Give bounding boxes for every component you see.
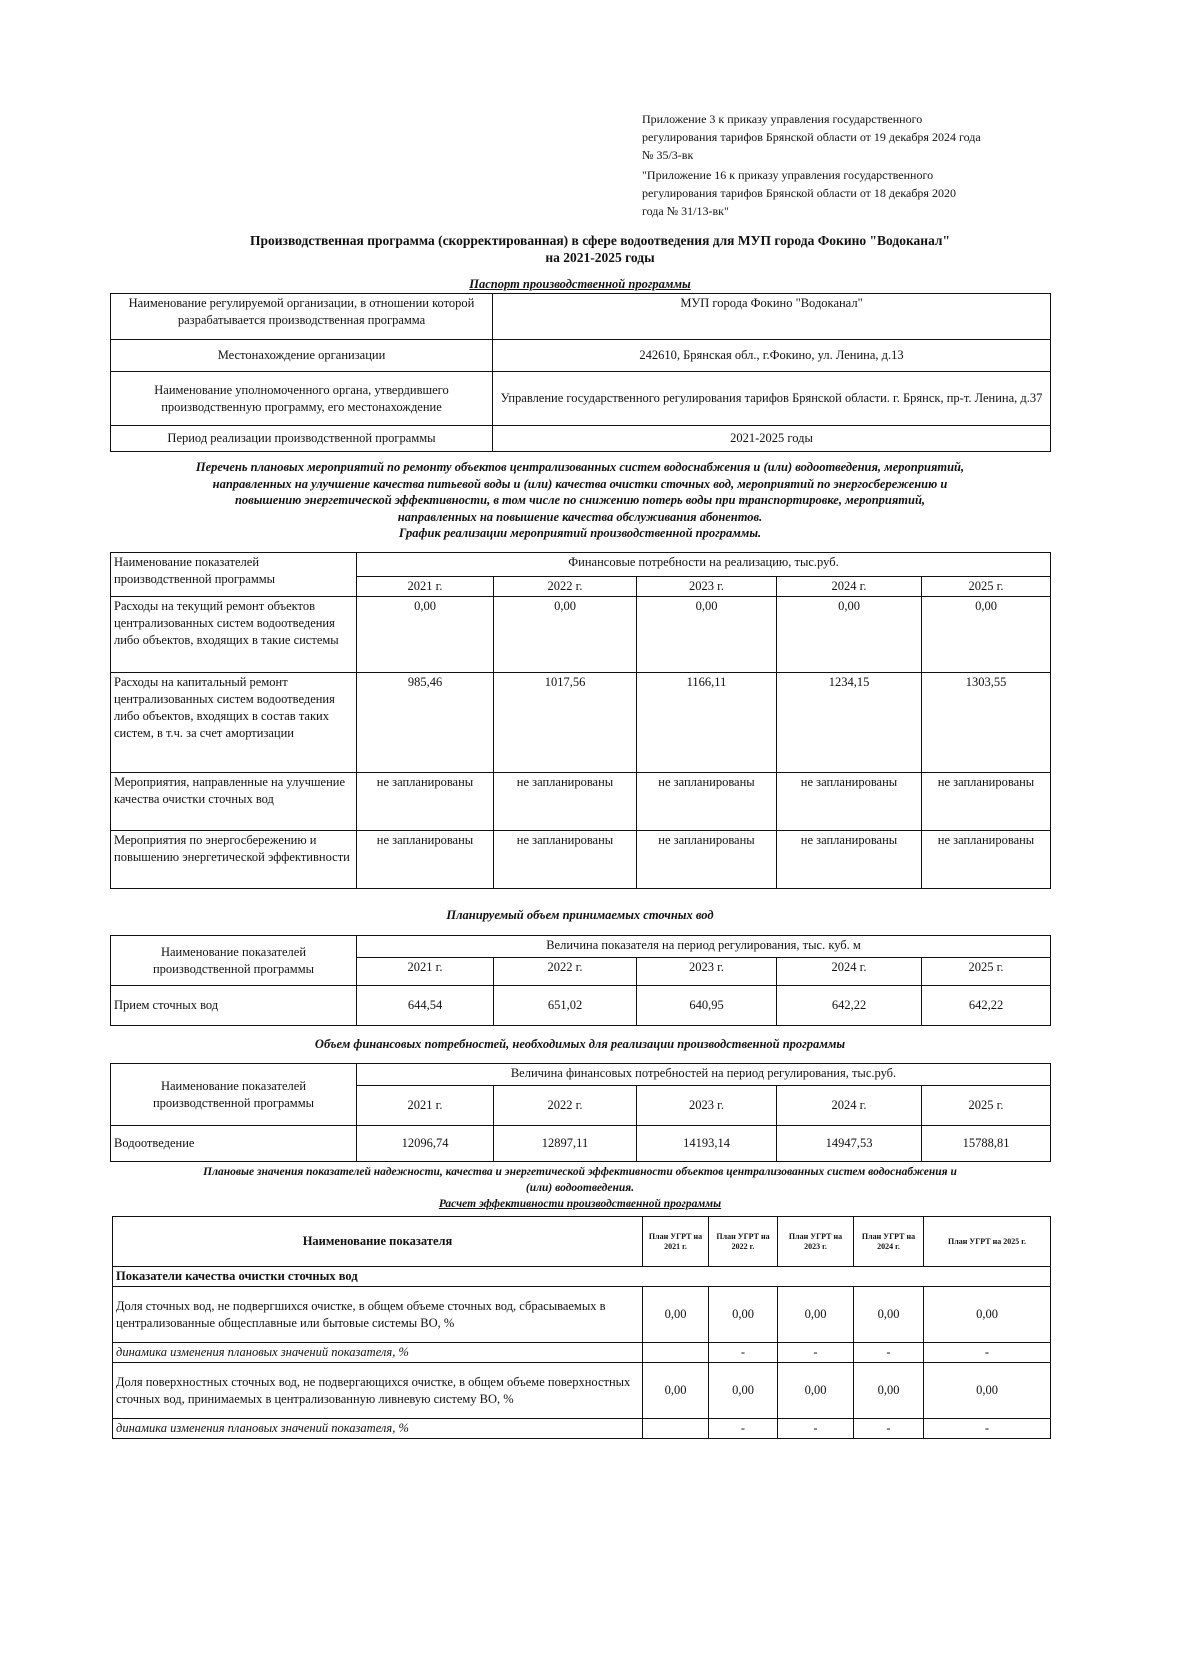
cell-value: 0,00	[643, 1363, 709, 1419]
passport-label: Период реализации производственной программы	[111, 426, 493, 452]
plan-header: План УГРТ на 2023 г.	[778, 1217, 854, 1267]
cell-value: -	[924, 1343, 1051, 1363]
table-row	[111, 1064, 1051, 1086]
cell-value: -	[924, 1419, 1051, 1439]
row-name: Расходы на капитальный ремонт централизованных систем водоотведения либо объектов, входящих в состав таких систем, в т.ч. за счет амортизации	[111, 673, 357, 773]
cell-value: 0,00	[854, 1287, 924, 1343]
cell-value	[643, 1419, 709, 1439]
year-header: 2024 г.	[777, 1086, 922, 1126]
cell-value: 0,00	[778, 1363, 854, 1419]
finance-table	[110, 1063, 1051, 1162]
plan-header: План УГРТ на 2021 г.	[643, 1217, 709, 1267]
cell-value: 14947,53	[777, 1126, 922, 1162]
cell-value: 0,00	[922, 597, 1051, 673]
cell-value: -	[778, 1343, 854, 1363]
measures-heading: Перечень плановых мероприятий по ремонту объектов централизованных систем водоснабжения и (или) водоотведения, мероприятий, направленных на улучшение качества питьевой воды и (или) качества очистки сточных вод, мероприятий по энергосбережению и повышению энергетической эффективности, в том числе по снижению потерь воды при транспортировке, мероприятий, направленных на повышение качества обслуживания абонентов. График реализации мероприятий производственной программы.	[195, 460, 965, 540]
row-name: Доля сточных вод, не подвергшихся очистке, в общем объеме сточных вод, сбрасываемых в централизованные общесплавные или бытовые системы ВО, %	[113, 1287, 643, 1343]
cell-value: 14193,14	[637, 1126, 777, 1162]
plan-header: План УГРТ на 2022 г.	[709, 1217, 778, 1267]
row-name: Доля поверхностных сточных вод, не подвергающихся очистке, в общем объеме поверхностных сточных вод, принимаемых в централизованную ливневую систему ВО, %	[113, 1363, 643, 1419]
row-name: Мероприятия по энергосбережению и повышению энергетической эффективности	[111, 831, 357, 889]
year-header: 2025 г.	[922, 958, 1051, 986]
cell-value: 642,22	[922, 986, 1051, 1026]
plan-header: План УГРТ на 2025 г.	[924, 1217, 1051, 1267]
cell-value: -	[854, 1343, 924, 1363]
table-row	[111, 773, 1051, 831]
cell-value: 0,00	[924, 1287, 1051, 1343]
plan-header: План УГРТ на 2024 г.	[854, 1217, 924, 1267]
row-name: динамика изменения плановых значений показателя, %	[113, 1343, 643, 1363]
year-header: 2025 г.	[922, 577, 1051, 597]
cell-value: не запланированы	[922, 773, 1051, 831]
cell-value: 0,00	[709, 1363, 778, 1419]
year-header: 2025 г.	[922, 1086, 1051, 1126]
table-row	[111, 673, 1051, 773]
cell-value: не запланированы	[357, 831, 494, 889]
passport-table	[110, 293, 1051, 452]
year-header: 2024 г.	[777, 577, 922, 597]
column-header: Наименование показателя	[113, 1217, 643, 1267]
table-row	[113, 1267, 1051, 1287]
passport-value: 2021-2025 годы	[493, 426, 1051, 452]
appendix-16-note: "Приложение 16 к приказу управления государственного регулирования тарифов Брянской области от 18 декабря 2020 года № 31/13-вк"	[642, 168, 956, 218]
table-row	[111, 372, 1051, 426]
page-title: Производственная программа (скорректированная) в сфере водоотведения для МУП города Фокино "Водоканал" на 2021-2025 годы	[249, 233, 951, 265]
table-row	[111, 294, 1051, 340]
passport-label: Наименование уполномоченного органа, утвердившего производственную программу, его местонахождение	[111, 372, 493, 426]
year-header: 2023 г.	[637, 577, 777, 597]
passport-label: Местонахождение организации	[111, 340, 493, 372]
cell-value: 0,00	[357, 597, 494, 673]
cell-value: не запланированы	[637, 773, 777, 831]
cell-value: 12897,11	[494, 1126, 637, 1162]
group-header: Финансовые потребности на реализацию, тыс.руб.	[357, 553, 1051, 577]
year-header: 2023 г.	[637, 1086, 777, 1126]
row-name: Расходы на текущий ремонт объектов централизованных систем водоотведения либо объектов, входящих в такие системы	[111, 597, 357, 673]
section-header: Показатели качества очистки сточных вод	[113, 1267, 1051, 1287]
cell-value: 0,00	[643, 1287, 709, 1343]
table-row	[111, 426, 1051, 452]
cell-value: не запланированы	[777, 831, 922, 889]
cell-value: -	[709, 1419, 778, 1439]
passport-value: Управление государственного регулирования тарифов Брянской области. г. Брянск, пр-т. Ленина, д.37	[493, 372, 1051, 426]
appendix-3-note: Приложение 3 к приказу управления государственного регулирования тарифов Брянской области от 19 декабря 2024 года № 35/3-вк	[642, 112, 981, 162]
cell-value: 0,00	[778, 1287, 854, 1343]
column-header: Наименование показателей производственной программы	[111, 1064, 357, 1126]
cell-value: 644,54	[357, 986, 494, 1026]
table-row	[113, 1363, 1051, 1419]
table-row	[113, 1343, 1051, 1363]
cell-value: 15788,81	[922, 1126, 1051, 1162]
cell-value: 985,46	[357, 673, 494, 773]
table-row	[111, 831, 1051, 889]
year-header: 2021 г.	[357, 958, 494, 986]
cell-value: не запланированы	[777, 773, 922, 831]
cell-value: 640,95	[637, 986, 777, 1026]
cell-value: 1017,56	[494, 673, 637, 773]
passport-value: 242610, Брянская обл., г.Фокино, ул. Ленина, д.13	[493, 340, 1051, 372]
table-row	[113, 1287, 1051, 1343]
row-name: Водоотведение	[111, 1126, 357, 1162]
cell-value	[643, 1343, 709, 1363]
passport-label: Наименование регулируемой организации, в отношении которой разрабатывается производственная программа	[111, 294, 493, 340]
cell-value: не запланированы	[494, 773, 637, 831]
table-row	[113, 1419, 1051, 1439]
passport-heading: Паспорт производственной программы	[469, 277, 691, 291]
cell-value: 1303,55	[922, 673, 1051, 773]
efficiency-heading: Плановые значения показателей надежности, качества и энергетической эффективности объектов централизованных систем водоснабжения и (или) водоотведения. Расчет эффективности производственной программы	[203, 1166, 957, 1210]
column-header: Наименование показателей производственной программы	[111, 936, 357, 986]
cell-value: -	[778, 1419, 854, 1439]
table-row	[111, 340, 1051, 372]
column-header: Наименование показателей производственной программы	[111, 553, 357, 597]
table-row	[111, 553, 1051, 577]
cell-value: не запланированы	[637, 831, 777, 889]
passport-value: МУП города Фокино "Водоканал"	[493, 294, 1051, 340]
cell-value: 0,00	[494, 597, 637, 673]
cell-value: -	[854, 1419, 924, 1439]
group-header: Величина финансовых потребностей на период регулирования, тыс.руб.	[357, 1064, 1051, 1086]
row-name: Прием сточных вод	[111, 986, 357, 1026]
measures-table	[110, 552, 1051, 889]
cell-value: 0,00	[854, 1363, 924, 1419]
table-row	[111, 986, 1051, 1026]
finance-heading: Объем финансовых потребностей, необходимых для реализации производственной программы	[314, 1037, 846, 1051]
year-header: 2023 г.	[637, 958, 777, 986]
year-header: 2024 г.	[777, 958, 922, 986]
cell-value: не запланированы	[357, 773, 494, 831]
row-name: Мероприятия, направленные на улучшение качества очистки сточных вод	[111, 773, 357, 831]
cell-value: 1166,11	[637, 673, 777, 773]
cell-value: 0,00	[924, 1363, 1051, 1419]
year-header: 2021 г.	[357, 1086, 494, 1126]
cell-value: 642,22	[777, 986, 922, 1026]
volume-table	[110, 935, 1051, 1026]
cell-value: не запланированы	[494, 831, 637, 889]
efficiency-table	[112, 1216, 1051, 1439]
table-row	[111, 597, 1051, 673]
row-name: динамика изменения плановых значений показателя, %	[113, 1419, 643, 1439]
cell-value: 651,02	[494, 986, 637, 1026]
year-header: 2022 г.	[494, 577, 637, 597]
cell-value: 12096,74	[357, 1126, 494, 1162]
year-header: 2021 г.	[357, 577, 494, 597]
volume-heading: Планируемый объем принимаемых сточных вод	[446, 908, 714, 922]
year-header: 2022 г.	[494, 958, 637, 986]
year-header: 2022 г.	[494, 1086, 637, 1126]
cell-value: 0,00	[777, 597, 922, 673]
table-row	[113, 1217, 1051, 1267]
cell-value: -	[709, 1343, 778, 1363]
cell-value: 0,00	[637, 597, 777, 673]
group-header: Величина показателя на период регулирования, тыс. куб. м	[357, 936, 1051, 958]
cell-value: 1234,15	[777, 673, 922, 773]
cell-value: не запланированы	[922, 831, 1051, 889]
cell-value: 0,00	[709, 1287, 778, 1343]
table-row	[111, 1126, 1051, 1162]
table-row	[111, 936, 1051, 958]
